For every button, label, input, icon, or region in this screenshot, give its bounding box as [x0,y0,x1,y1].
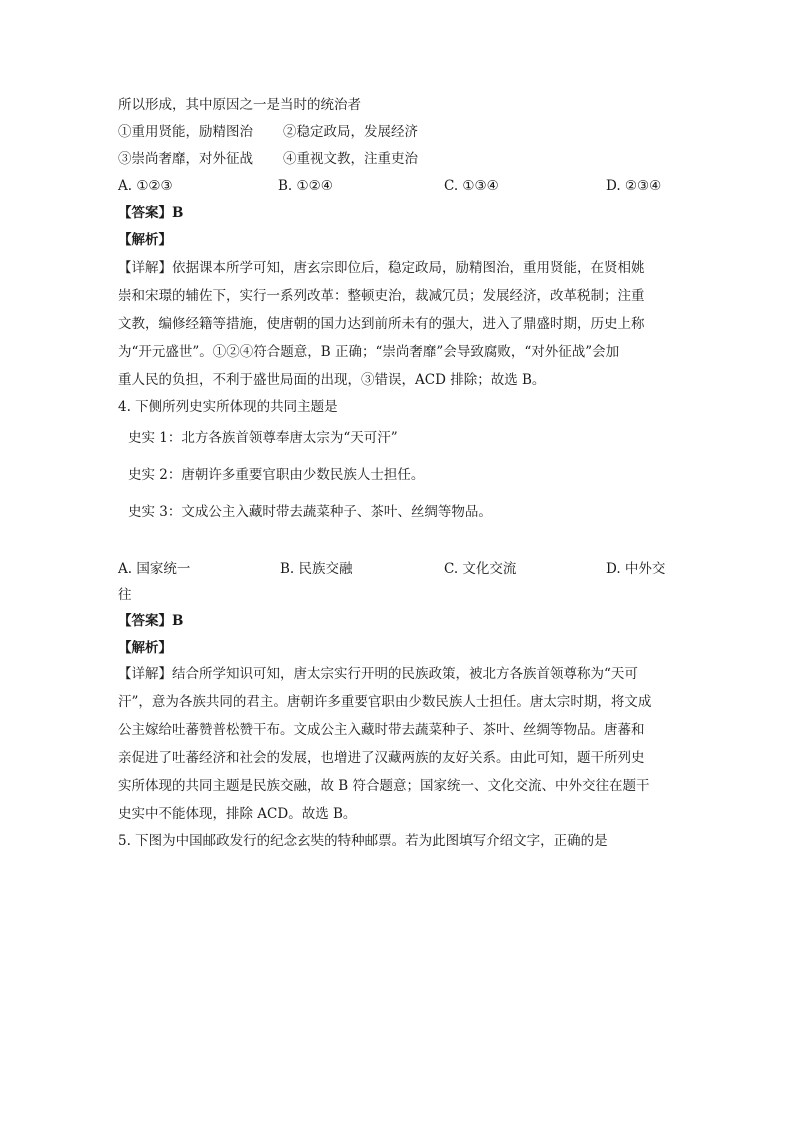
q4-option-d: D. 中外交 [606,561,666,577]
q4-fact-2: 史实 2：唐朝许多重要官职由少数民族人士担任。 [128,467,425,483]
q3-items-row-2 [118,149,418,169]
q4-analysis-heading: 【解析】 [118,640,172,656]
q3-detail-line: 文教，编修经籍等措施，使唐朝的国力达到前所未有的强大，进入了鼎盛时期，历史上称 [118,316,645,332]
q4-fact-1: 史实 1：北方各族首领尊奉唐太宗为“天可汗” [128,430,398,446]
q3-option-b: B. ①②④ [278,178,333,194]
q4-detail-line: 公主嫁给吐蕃赞普松赞干布。文成公主入藏时带去蔬菜种子、茶叶、丝绸等物品。唐蕃和 [118,722,645,738]
q3-item-4: ④重视文教，注重吏治 [283,151,418,167]
q4-detail-line: 汗”，意为各族共同的君主。唐朝许多重要官职由少数民族人士担任。唐太宗时期，将文成 [118,694,652,710]
q3-items-row-1 [118,122,418,142]
q3-option-d: D. ②③④ [606,178,662,194]
q3-stem-end: 所以形成，其中原因之一是当时的统治者 [118,97,361,113]
q3-detail-line: 崇和宋璟的辅佐下，实行一系列改革：整顿吏治，裁减冗员；发展经济，改革税制；注重 [118,288,645,304]
q4-option-a: A. 国家统一 [118,561,191,577]
q3-option-a: A. ①②③ [118,178,173,194]
q4-option-d-wrap: 往 [118,587,132,603]
q3-answer: 【答案】B [118,205,184,221]
q3-item-2: ②稳定政局，发展经济 [283,124,418,140]
q3-detail-line: 为“开元盛世”。①②④符合题意，B 正确；“崇尚奢靡”会导致腐败，“对外征战”会加 [118,344,620,360]
q5-stem: 5. 下图为中国邮政发行的纪念玄奘的特种邮票。若为此图填写介绍文字，正确的是 [118,833,608,849]
q4-detail-line: 亲促进了吐蕃经济和社会的发展，也增进了汉藏两族的友好关系。由此可知，题干所列史 [118,750,645,766]
q3-item-1: ①重用贤能，励精图治 [118,124,253,140]
q4-detail-line: 史实中不能体现，排除 ACD。故选 B。 [118,806,357,822]
q4-detail-line: 实所体现的共同主题是民族交融，故 B 符合题意；国家统一、文化交流、中外交往在题干 [118,778,650,794]
q4-option-b: B. 民族交融 [280,561,353,577]
q3-detail-line: 重人民的负担，不利于盛世局面的出现，③错误，ACD 排除；故选 B。 [118,372,546,388]
q3-detail-line: 【详解】依据课本所学可知，唐玄宗即位后，稳定政局，励精图治，重用贤能，在贤相姚 [118,260,645,276]
q3-item-3: ③崇尚奢靡，对外征战 [118,151,253,167]
q4-option-c: C. 文化交流 [444,561,517,577]
q3-analysis-heading: 【解析】 [118,232,172,248]
q3-option-c: C. ①③④ [444,178,499,194]
q4-fact-3: 史实 3：文成公主入藏时带去蔬菜种子、茶叶、丝绸等物品。 [128,504,492,520]
q4-detail-line: 【详解】结合所学知识可知，唐太宗实行开明的民族政策，被北方各族首领尊称为“天可 [118,666,638,682]
q4-stem: 4. 下侧所列史实所体现的共同主题是 [118,399,338,415]
q4-answer: 【答案】B [118,613,184,629]
